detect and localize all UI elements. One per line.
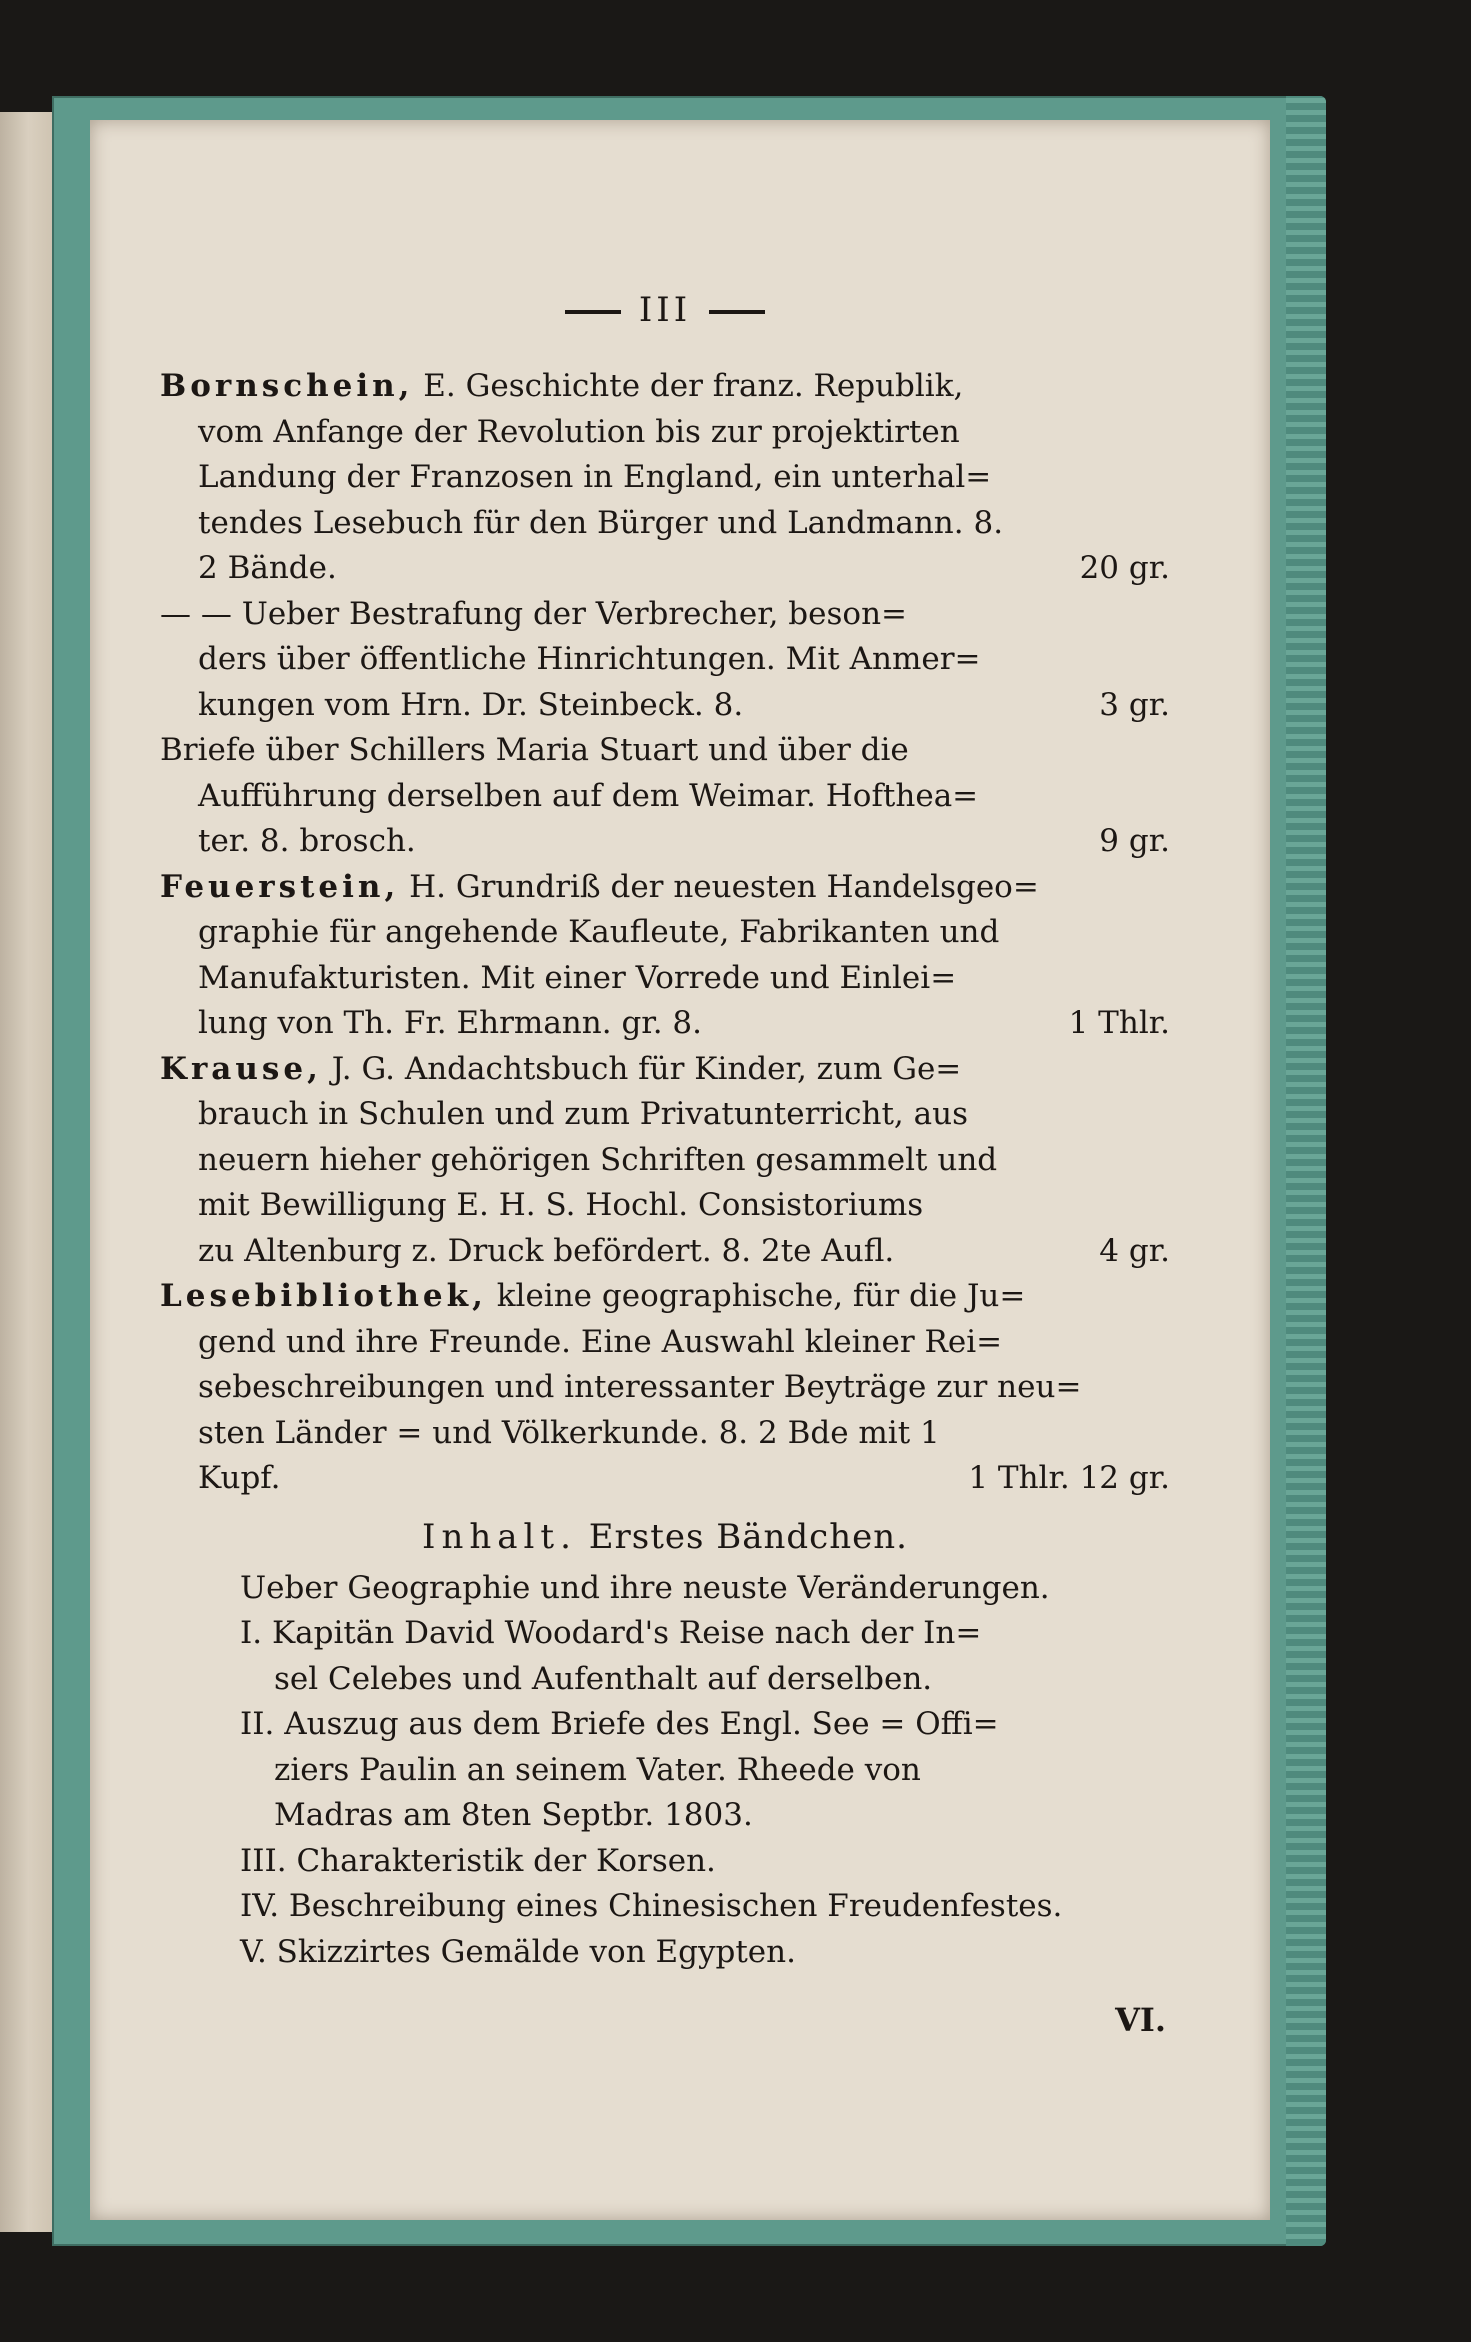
entry-author: Krause, (160, 1050, 322, 1087)
catalog-entry (160, 728, 1170, 865)
entry-line: vom Anfange der Revolution bis zur projektirten (198, 413, 960, 450)
entry-author: Bornschein, (160, 368, 414, 404)
contents-title (160, 1510, 1170, 1564)
entry-line-with-price (160, 1229, 1170, 1275)
entry-price: 1 Thlr. 12 gr. (968, 1460, 1170, 1496)
catalog-entries (160, 364, 1170, 1502)
entry-line: tendes Lesebuch für den Bürger und Landmann. 8. (198, 504, 1004, 541)
entry-line-with-price (160, 1456, 1170, 1502)
entry-line-with-price (160, 683, 1170, 729)
entry-line: mit Bewilligung E. H. S. Hochl. Consistoriums (198, 1187, 924, 1223)
entry-price: 9 gr. (1099, 823, 1170, 859)
contents-line: IV. Beschreibung eines Chinesischen Freudenfestes. (240, 1888, 1063, 1924)
entry-first-line: — — Ueber Bestrafung der Verbrecher, beson= (160, 595, 908, 632)
entry-author: Feuerstein, (160, 868, 400, 905)
entry-first-line (160, 1274, 1170, 1320)
catalog-entry (160, 1274, 1170, 1502)
entry-author: Lesebibliothek, (160, 1278, 487, 1314)
catalog-entry (160, 592, 1170, 729)
book-page (90, 120, 1270, 2220)
contents-title-rest: Erstes Bändchen. (588, 1516, 908, 1557)
page-number: III (638, 290, 692, 330)
entry-line-text: kungen vom Hrn. Dr. Steinbeck. 8. (198, 686, 744, 723)
entry-line-text: H. Grundriß der neuesten Handelsgeo= (399, 868, 1039, 905)
entry-line: Aufführung derselben auf dem Weimar. Hofthea= (198, 777, 979, 814)
catalog-entry (160, 1047, 1170, 1275)
entry-price: 4 gr. (1099, 1232, 1170, 1269)
contents-item (240, 1930, 1170, 1976)
entry-line: Manufakturisten. Mit einer Vorrede und Einlei= (198, 959, 957, 996)
entry-line: gend und ihre Freunde. Eine Auswahl kleiner Rei= (198, 1323, 1003, 1360)
entry-line-text: kleine geographische, für die Ju= (486, 1278, 1026, 1314)
header-dash-right (709, 310, 765, 314)
cover-spine-edge (1286, 96, 1326, 2246)
entry-price: 20 gr. (1079, 550, 1170, 586)
entry-price: 3 gr. (1099, 686, 1170, 723)
entry-first-line (160, 865, 1170, 911)
entry-line-with-price (160, 1001, 1170, 1047)
contents-line: ziers Paulin an seinem Vater. Rheede von (274, 1751, 921, 1788)
header-dash-left (565, 310, 621, 314)
left-page-edge (0, 112, 54, 2232)
entry-price: 1 Thlr. (1068, 1005, 1170, 1041)
entry-line: neuern hieher gehörigen Schriften gesammelt und (198, 1141, 998, 1178)
entry-first-line (160, 364, 1170, 410)
contents-title-word: Inhalt. (422, 1516, 577, 1557)
contents-line: II. Auszug aus dem Briefe des Engl. See = Offi= (240, 1706, 999, 1742)
contents-line: V. Skizzirtes Gemälde von Egypten. (240, 1933, 796, 1970)
entry-line: brauch in Schulen und zum Privatunterricht, aus (198, 1096, 968, 1132)
entry-line: graphie für angehende Kaufleute, Fabrikanten und (198, 914, 1000, 950)
entry-line-text: E. Geschichte der franz. Republik, (413, 368, 964, 404)
page-text-block (160, 290, 1170, 2039)
contents-item (240, 1611, 1170, 1702)
page-header (160, 290, 1170, 330)
contents-item (240, 1884, 1170, 1930)
entry-first-line (160, 1047, 1170, 1093)
contents-line: Madras am 8ten Septbr. 1803. (274, 1797, 753, 1833)
catalog-entry (160, 364, 1170, 592)
entry-line-text: zu Altenburg z. Druck befördert. 8. 2te Aufl. (198, 1232, 895, 1269)
catchword: VI. (1115, 2001, 1166, 2039)
contents-list (160, 1566, 1170, 1976)
contents-item (240, 1566, 1170, 1612)
entry-line: Landung der Franzosen in England, ein unterhal= (198, 459, 992, 495)
entry-line: sebeschreibungen und interessanter Beyträge zur neu= (198, 1369, 1082, 1405)
entry-line-text: lung von Th. Fr. Ehrmann. gr. 8. (198, 1005, 702, 1041)
contents-line: sel Celebes und Aufenthalt auf derselben. (274, 1660, 933, 1697)
contents-line: I. Kapitän David Woodard's Reise nach der In= (240, 1615, 982, 1651)
entry-line-text: Kupf. (198, 1460, 281, 1496)
contents-item (240, 1839, 1170, 1885)
entry-line-with-price (160, 819, 1170, 865)
entry-line-text: ter. 8. brosch. (198, 823, 416, 859)
contents-line: Ueber Geographie und ihre neuste Veränderungen. (240, 1569, 1050, 1606)
entry-line-text: 2 Bände. (198, 550, 337, 586)
entry-first-line: Briefe über Schillers Maria Stuart und über die (160, 732, 909, 768)
entry-line-with-price (160, 546, 1170, 592)
contents-line: III. Charakteristik der Korsen. (240, 1842, 716, 1879)
entry-line: sten Länder = und Völkerkunde. 8. 2 Bde mit 1 (198, 1414, 940, 1451)
entry-line: ders über öffentliche Hinrichtungen. Mit Anmer= (198, 641, 981, 677)
contents-item (240, 1702, 1170, 1839)
entry-line-text: J. G. Andachtsbuch für Kinder, zum Ge= (321, 1050, 962, 1087)
catalog-entry (160, 865, 1170, 1047)
